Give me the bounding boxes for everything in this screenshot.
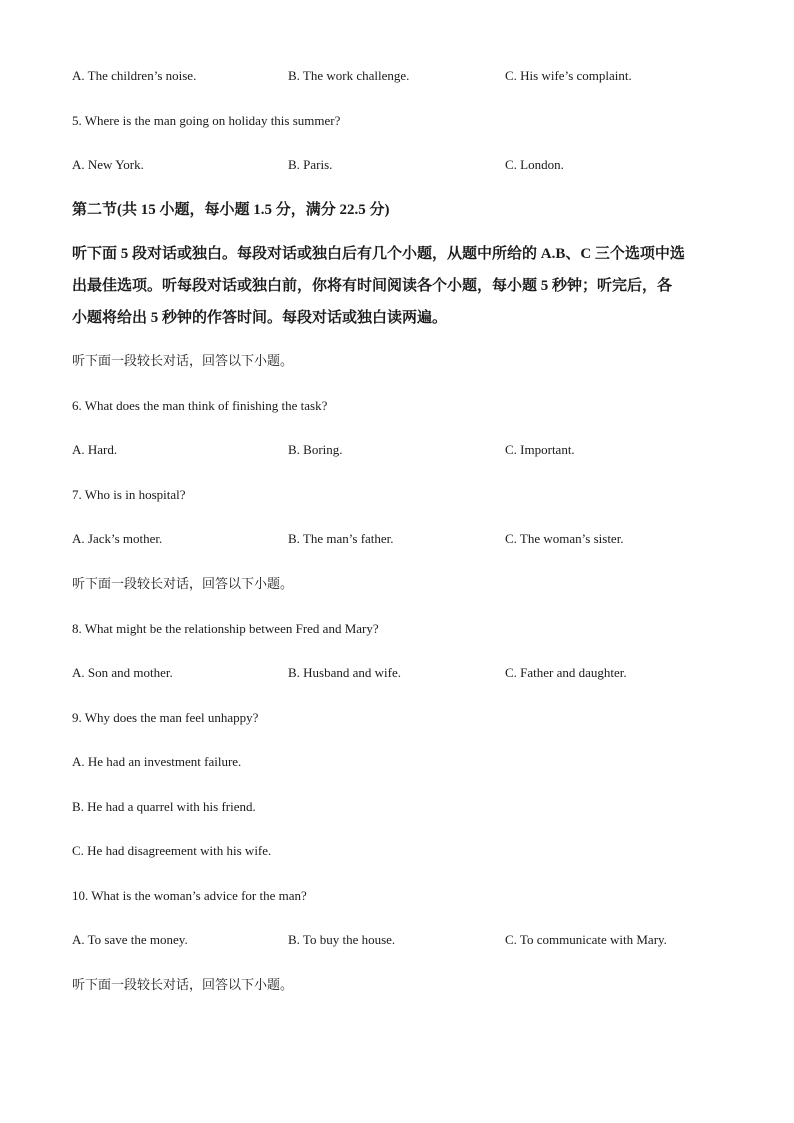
q8-option-b: B. Husband and wife. [288,665,402,680]
q6-question: 6. What does the man think of finishing the task? [72,398,328,413]
q9-question: 9. Why does the man feel unhappy? [72,710,259,725]
section2-title: 第二节(共 15 小题，每小题 1.5 分，满分 22.5 分) [72,202,390,218]
q4-option-b: B. The work challenge. [288,68,410,83]
dialogue-prompt-1: 听下面一段较长对话，回答以下小题。 [72,353,294,368]
section2-instruction-line-1: 听下面 5 段对话或独白。每段对话或独白后有几个小题，从题中所给的 A.B、C 三个选项中选 [72,246,685,262]
q5-option-b: B. Paris. [288,157,333,172]
dialogue-prompt-2: 听下面一段较长对话，回答以下小题。 [72,576,294,591]
q10-option-c: C. To communicate with Mary. [505,932,667,947]
q8-option-a: A. Son and mother. [72,665,173,680]
q9-option-b: B. He had a quarrel with his friend. [72,799,256,814]
q6-option-c: C. Important. [505,442,575,457]
q9-option-c: C. He had disagreement with his wife. [72,843,272,858]
q5-question: 5. Where is the man going on holiday this summer? [72,113,341,128]
section2-instruction-line-3: 小题将给出 5 秒钟的作答时间。每段对话或独白读两遍。 [72,310,448,326]
q5-option-c: C. London. [505,157,564,172]
q7-question: 7. Who is in hospital? [72,487,186,502]
q5-option-a: A. New York. [72,157,144,172]
q7-option-c: C. The woman’s sister. [505,531,624,546]
q10-question: 10. What is the woman’s advice for the man? [72,888,307,903]
q8-question: 8. What might be the relationship between Fred and Mary? [72,621,379,636]
q10-option-a: A. To save the money. [72,932,188,947]
q4-option-c: C. His wife’s complaint. [505,68,632,83]
q6-option-b: B. Boring. [288,442,343,457]
section2-instruction-line-2: 出最佳选项。听每段对话或独白前，你将有时间阅读各个小题，每小题 5 秒钟；听完后，各 [72,278,673,294]
q8-option-c: C. Father and daughter. [505,665,627,680]
q6-option-a: A. Hard. [72,442,118,457]
q7-option-b: B. The man’s father. [288,531,394,546]
q10-option-b: B. To buy the house. [288,932,396,947]
dialogue-prompt-3: 听下面一段较长对话，回答以下小题。 [72,977,294,992]
q7-option-a: A. Jack’s mother. [72,531,163,546]
q4-option-a: A. The children’s noise. [72,68,197,83]
q9-option-a: A. He had an investment failure. [72,754,242,769]
